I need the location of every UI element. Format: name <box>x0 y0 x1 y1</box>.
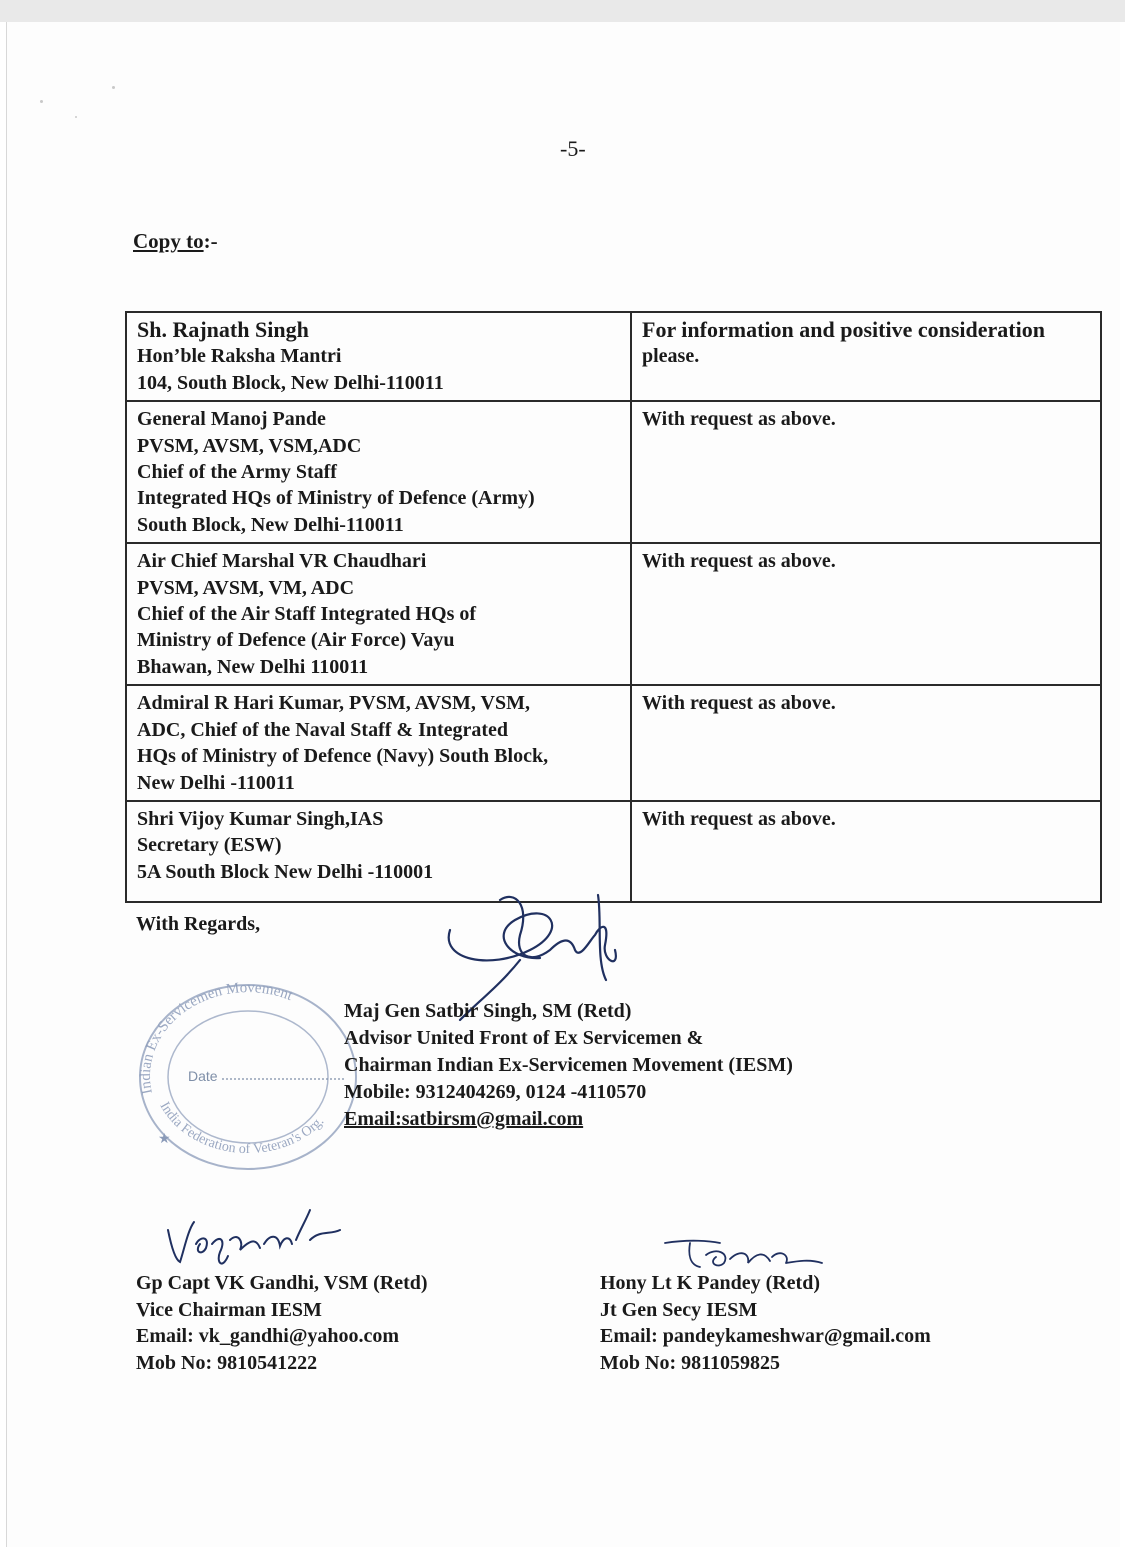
recipient-name: Sh. Rajnath Singh <box>137 317 309 342</box>
main-signatory-email: Email:satbirsm@gmail.com <box>344 1108 584 1130</box>
recipient-name: Air Chief Marshal VR Chaudhari <box>137 550 427 573</box>
right-signatory-block <box>600 1270 931 1376</box>
recipient-name: Shri Vijoy Kumar Singh,IAS <box>137 807 384 830</box>
remark-cell <box>631 801 1101 902</box>
recipient-line: Bhawan, New Delhi 110011 <box>137 655 369 678</box>
recipient-line: Ministry of Defence (Air Force) Vayu <box>137 629 455 652</box>
recipient-line: Chief of the Air Staff Integrated HQs of <box>137 603 477 626</box>
remark-line: With request as above. <box>642 408 836 431</box>
right-signatory-title: Jt Gen Secy IESM <box>600 1298 758 1321</box>
recipient-line: ADC, Chief of the Naval Staff & Integrated <box>137 718 509 741</box>
remark-line: With request as above. <box>642 807 836 830</box>
remark-line: For information and positive consideration <box>642 317 1045 342</box>
pandey-signature <box>660 1233 830 1275</box>
left-signatory-mobile: Mob No: 9810541222 <box>136 1351 318 1374</box>
left-signatory-block <box>136 1270 428 1376</box>
main-signatory-block <box>344 998 793 1133</box>
recipient-line: PVSM, AVSM, VM, ADC <box>137 576 355 599</box>
recipient-name: Admiral R Hari Kumar, PVSM, AVSM, VSM, <box>137 692 530 715</box>
page-number: -5- <box>560 136 586 161</box>
main-signatory-title: Advisor United Front of Ex Servicemen & <box>344 1027 704 1049</box>
recipient-line: New Delhi -110011 <box>137 771 295 794</box>
svg-text:Date: Date <box>188 1068 218 1084</box>
recipient-line: 104, South Block, New Delhi-110011 <box>137 371 444 394</box>
copy-to-table <box>125 311 1102 903</box>
recipient-line: Chief of the Army Staff <box>137 461 337 484</box>
remark-line: please. <box>642 345 700 368</box>
scan-speck <box>40 100 43 103</box>
right-signatory-email: Email: pandeykameshwar@gmail.com <box>600 1325 931 1347</box>
svg-text:★: ★ <box>158 1131 171 1147</box>
organisation-stamp <box>130 965 380 1185</box>
recipient-address-cell <box>126 312 631 401</box>
right-signatory-mobile: Mob No: 9811059825 <box>600 1351 780 1374</box>
recipient-line: 5A South Block New Delhi -110001 <box>137 860 434 883</box>
copy-to-heading <box>133 229 218 254</box>
remark-line: With request as above. <box>642 550 836 573</box>
recipient-line: Hon’ble Raksha Mantri <box>137 345 342 368</box>
scan-speck <box>112 86 115 89</box>
gandhi-signature <box>160 1200 390 1280</box>
table-row <box>126 312 1101 401</box>
table-row <box>126 543 1101 685</box>
main-signatory-mobile: Mobile: 9312404269, 0124 -4110570 <box>344 1081 647 1103</box>
svg-text:India Federation of Veteran's: India Federation of Veteran's Org. <box>156 1099 328 1158</box>
recipient-name: General Manoj Pande <box>137 408 326 431</box>
scan-speck <box>75 116 77 118</box>
copy-to-label: Copy to <box>133 229 204 253</box>
recipient-line: HQs of Ministry of Defence (Navy) South Block, <box>137 745 549 768</box>
left-signatory-email: Email: vk_gandhi@yahoo.com <box>136 1325 400 1347</box>
recipient-address-cell <box>126 685 631 801</box>
table-row <box>126 401 1101 543</box>
recipient-line: PVSM, AVSM, VSM,ADC <box>137 434 362 457</box>
recipient-address-cell <box>126 401 631 543</box>
left-signatory-title: Vice Chairman IESM <box>136 1298 322 1321</box>
main-signatory-title: Chairman Indian Ex-Servicemen Movement (IESM) <box>344 1054 793 1076</box>
recipient-line: Integrated HQs of Ministry of Defence (Army) <box>137 487 535 510</box>
scan-top-edge <box>0 0 1125 22</box>
right-signatory-name: Hony Lt K Pandey (Retd) <box>600 1272 820 1294</box>
remark-cell <box>631 401 1101 543</box>
recipient-line: South Block, New Delhi-110011 <box>137 513 404 536</box>
copy-to-suffix: :- <box>203 229 218 253</box>
closing-regards: With Regards, <box>136 913 261 935</box>
left-signatory-name: Gp Capt VK Gandhi, VSM (Retd) <box>136 1272 428 1294</box>
main-signatory-name: Maj Gen Satbir Singh, SM (Retd) <box>344 1000 632 1022</box>
recipient-line: Secretary (ESW) <box>137 834 282 857</box>
remark-cell <box>631 543 1101 685</box>
recipient-address-cell <box>126 543 631 685</box>
table-row <box>126 685 1101 801</box>
remark-cell <box>631 685 1101 801</box>
remark-line: With request as above. <box>642 692 836 715</box>
remark-cell <box>631 312 1101 401</box>
svg-text:Indian Ex-Servicemen Movement: Indian Ex-Servicemen Movement <box>137 980 295 1096</box>
